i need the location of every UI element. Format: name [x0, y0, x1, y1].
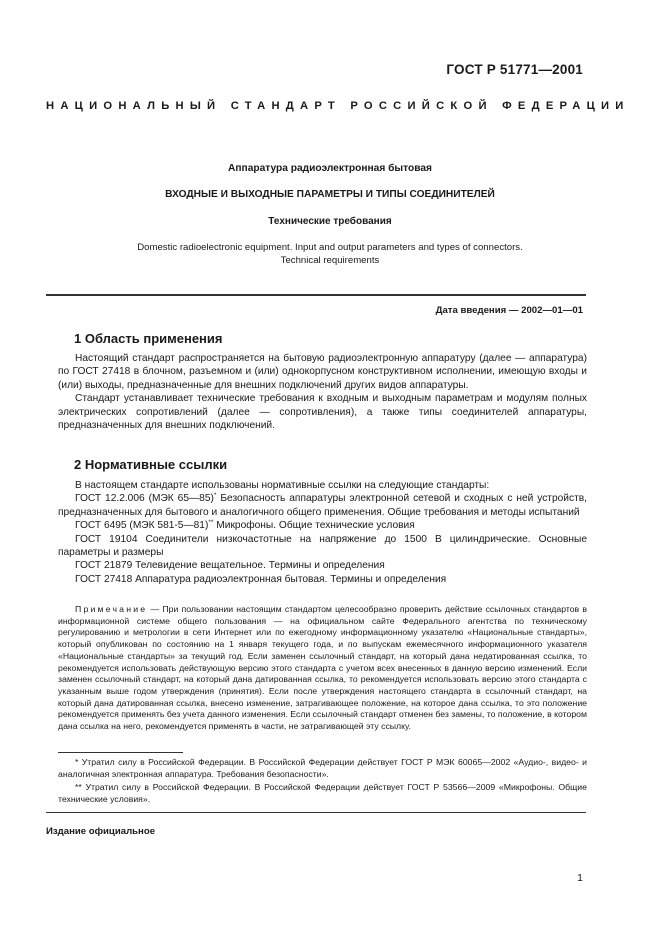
note-label: Примечание: [75, 604, 148, 614]
reference-gost-21879: ГОСТ 21879 Телевидение вещательное. Термины и определения: [75, 560, 385, 572]
english-title-line-2: Technical requirements: [280, 255, 380, 266]
national-standard-header: НАЦИОНАЛЬНЫЙ СТАНДАРТ РОССИЙСКОЙ ФЕДЕРАЦИИ: [46, 100, 630, 112]
section-1-paragraph-1: Настоящий стандарт распространяется на бытовую радиоэлектронную аппаратуру (далее — аппаратура) по ГОСТ 27418 в блочном, разъемном и (или) однокорпусном конструктивном исполнении, имеющую входы и (или) выходы, предназначенные для внешних подключений других видов аппаратуры.: [58, 353, 587, 391]
title-divider: [46, 294, 586, 296]
footnotes: [58, 757, 587, 808]
reference-code: ГОСТ 12.2.006 (МЭК 65—85): [75, 493, 214, 505]
section-1-body: [58, 352, 587, 432]
footnote-2: ** Утратил силу в Российской Федерации. В Российской Федерации действует ГОСТ Р 53566—2009 «Микрофоны. Общие технические условия».: [58, 782, 587, 805]
reference-gost-27418: ГОСТ 27418 Аппаратура радиоэлектронная бытовая. Термины и определения: [75, 573, 447, 585]
section-1-heading: 1 Область применения: [74, 331, 223, 346]
edition-label: Издание официальное: [46, 826, 156, 837]
title-line-2: ВХОДНЫЕ И ВЫХОДНЫЕ ПАРАМЕТРЫ И ТИПЫ СОЕДИНИТЕЛЕЙ: [165, 189, 495, 200]
references-intro: В настоящем стандарте использованы нормативные ссылки на следующие стандарты:: [75, 480, 490, 491]
page-number: 1: [577, 872, 583, 884]
introduction-date: Дата введения — 2002—01—01: [435, 305, 583, 316]
section-2-body: [58, 479, 587, 586]
english-title: [46, 241, 614, 267]
section-1-paragraph-2: Стандарт устанавливает технические требования к входным и выходным параметрам и модулям полных электрических сопротивлений (далее — сопротивления), а также типы соединителей аппаратуры, предназначенных для внешних подключений.: [58, 393, 587, 432]
title-line-1: Аппаратура радиоэлектронная бытовая: [228, 163, 432, 174]
reference-gost-19104: ГОСТ 19104 Соединители низкочастотные на напряжение до 1500 В цилиндрические. Основные параметры и размеры: [58, 533, 587, 559]
reference-code: ГОСТ 6495 (МЭК 581-5—81): [75, 520, 209, 532]
english-title-line-1: Domestic radioelectronic equipment. Input and output parameters and types of connectors.: [137, 242, 523, 253]
gost-number: ГОСТ Р 51771—2001: [446, 62, 583, 77]
footnote-divider: [58, 752, 183, 753]
footnote-mark: *: [213, 492, 217, 500]
section-2-heading: 2 Нормативные ссылки: [74, 457, 228, 472]
reference-title: Микрофоны. Общие технические условия: [213, 520, 415, 532]
reference-gost-12-2-006: [58, 492, 587, 519]
footnote-1: * Утратил силу в Российской Федерации. В Российской Федерации действует ГОСТ Р МЭК 60065—2002 «Аудио-, видео- и аналогичная электронная аппаратура. Требования безопасности».: [58, 757, 587, 779]
footnote-mark: **: [208, 519, 214, 527]
reference-gost-6495: [58, 519, 587, 532]
bottom-divider: [46, 812, 586, 813]
reference-title: Безопасность аппаратуры электронной сетевой и сходных с ней устройств, предназначенных для бытового и аналогичного общего применения. Общие требования и методы испытаний: [58, 493, 587, 518]
title-line-3: Технические требования: [268, 216, 392, 227]
note-text: — При пользовании настоящим стандартом целесообразно проверить действие ссылочных стандартов в информационной системе общего пользования — на официальном сайте Федерального агентства по техническому регулированию и метрологии в сети Интернет или по ежегодному информационному указателю «Национальные стандарты», который опубликован по состоянию на 1 января текущего года, и по выпускам ежемесячного информационного указателя «Национальные стандарты» за текущий год. Если заменен ссылочный стандарт, на который дана недатированная ссылка, то рекомендуется использовать действующую версию этого стандарта с учетом всех внесенных в данную версию изменений. Если заменен ссылочный стандарт, на который дана датированная ссылка, то рекомендуется использовать версию этого стандарта с указанным выше годом утверждения (принятия). Если после утверждения настоящего стандарта в ссылочный стандарт, на который дана датированная ссылка, внесено изменение, затрагивающее положение, на которое дана ссылка, то это положение рекомендуется применять без учета данного изменения. Если ссылочный стандарт отменен без замены, то положение, в котором дана ссылка на него, рекомендуется применять в части, не затрагивающей эту ссылку.: [58, 604, 587, 732]
note-paragraph: [58, 604, 587, 733]
note-block: [58, 604, 587, 733]
